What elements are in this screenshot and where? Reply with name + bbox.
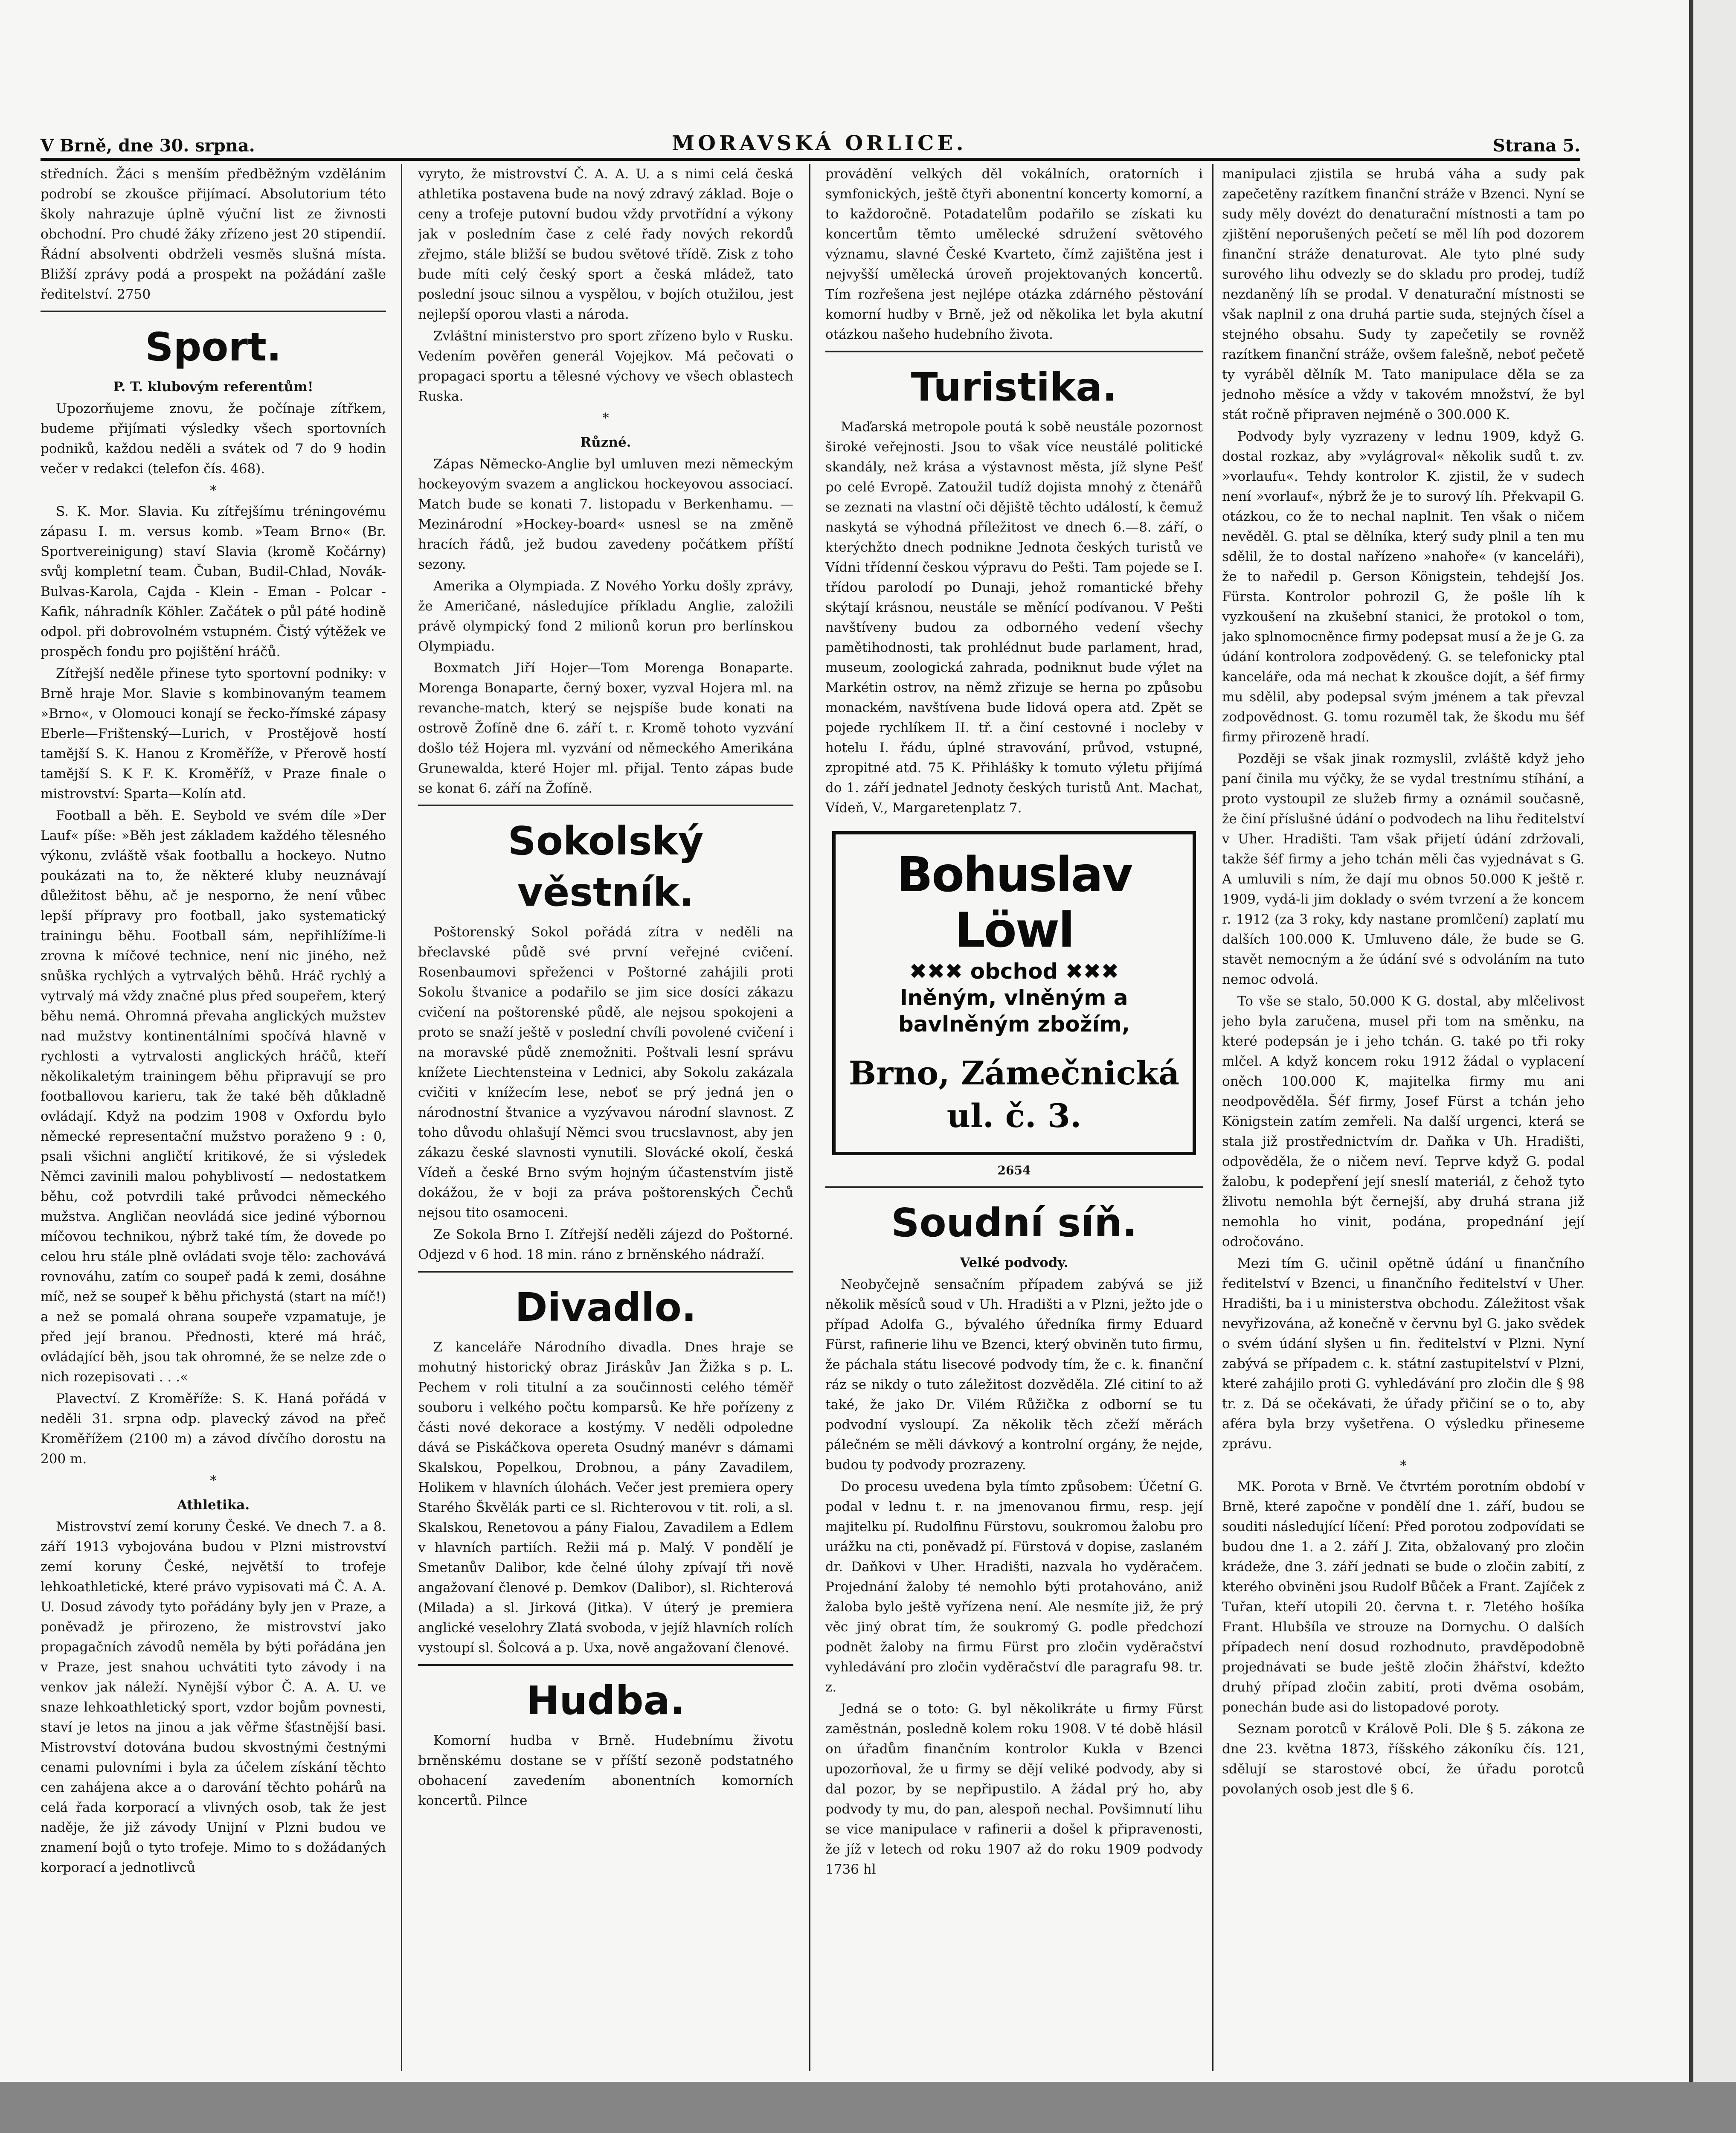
article-paragraph: Mistrovství zemí koruny České. Ve dnech 7. a 8. září 1913 vybojována budou v Plzni mistrovství zemí koruny České, největší to trofeje lehkoathletické, které právo vypisovati má Č. A. A. U. Dosud závody tyto pořádány byly jen v Praze, a poněvadž je přirozeno, že mistrovství jako propagačních závodů neměla by býti pořádána jen v Praze, jest snahou uchvátiti tyto závody i na venkov jak náleží. Nynější výbor Č. A. A. U. ve snaze lehkoathletický sport, vzdor bojům povnesti, staví je letos na jinou a jak věřme šťastnější basi. Mistrovství dotována budou skvostnými čestnými cenami pulovními i byla za účelem získání těchto cen zahájena akce a o darování těchto pohárů na celá řada korporací a vlivných osob, tak že jest naděje, že již závody Unijní v Plzni budou ve znamení bojů o tyto trofeje. Mimo to s dožádaných korporací a jednotlivců <box>41 1519 386 1875</box>
article-paragraph: To vše se stalo, 50.000 K G. dostal, aby mlčelivost jeho byla zaručena, musel při tom na směnku, na které podepsán je i jeho tchán. G. také po tři roky mlčel. A když koncem roku 1912 žádal o vyplacení oněch 100.000 K, majitelka firmy mu ani neodpověděla. Šéf firmy, Josef Fürst a tchán jeho Königstein zatím zemřeli. Na další urgenci, která se stala již prostřednictvím dr. Daňka v Uh. Hradišti, odpověděla, že o ničem neví. Teprve když G. podal žalobu, k podepření její sneslí materiál, z čehož tyto žlivotu nemohla být černejší, aby druhá strana již nemohla ho vinit, podána, propednání její odročováno. <box>1222 994 1585 1250</box>
section-rule <box>418 805 793 806</box>
section-title-turistika: Turistika. <box>911 364 1118 410</box>
article-paragraph: Do procesu uvedena byla tímto způsobem: Účetní G. podal v lednu t. r. na jmenovanou firmu, resp. její majitelku pí. Rudolfinu Fürstovu, soukromou žalobu pro urážku na cti, poněvadž pí. Fürstová v dopise, zaslaném dr. Daňkovi v Uher. Hradišti, nazvala ho vyděračem. Projednání žaloby té nemohlo býti protahováno, aniž žaloba bylo ještě vyřízena není. Ale nesmíte již, že prý věc jiný obrat tím, že soukromý G. podle předchozí podnět žaloby na firmu Fürst pro zločin vyděračství vyhledávání pro zločin vyděračství dle paragrafu 98. tr. z. <box>825 1479 1203 1695</box>
article-paragraph: Plavectví. Z Kroměříže: S. K. Haná pořádá v neděli 31. srpna odp. plavecký závod na přeč Kroměřížem (2100 m) a závod dívčího dorostu na 200 m. <box>41 1391 386 1467</box>
column-2 <box>418 164 793 2075</box>
column-divider <box>1212 164 1213 2071</box>
article-paragraph: Boxmatch Jiří Hojer—Tom Morenga Bonaparte. Morenga Bonaparte, černý boxer, vyzval Hojera ml. na revanche-match, který se nejspíše bude konati na ostrově Žofíně dne 6. září t. r. Kromě tohoto vyzvání došlo též Hojera ml. vyzvání od německého Amerikána Grunewalda, které Hojer ml. přijal. Tento zápas bude se konat 6. září na Žofíně. <box>418 660 793 796</box>
section-title-sokol: Sokolský věstník. <box>508 818 704 915</box>
school-notice: středních. Žáci s menším předběžným vzdělánim podrobí se zkoušce přijímací. Absolutorium této školy nahrazuje úplně výuční list ze živnosti obchodní. Pro chudé žáky zřízeno jest 20 stipendií. Řádní absolventi obdrželi vesměs slušná místa. Bližší zprávy podá a prospekt na požádání zašle ředitelství. 2750 <box>41 166 386 302</box>
subheading: Různé. <box>580 435 631 450</box>
header-rule <box>41 158 1580 161</box>
section-rule <box>41 311 386 312</box>
article-paragraph: Poštorenský Sokol pořádá zítra v neděli na břeclavské půdě své první veřejné cvičení. Rosenbaumovi spřeženci v Poštorné zahájili proti Sokolu štvanice a podařilo se jim sice dosíci zákazu cvičení na poštorenské půdě, ale nejsou spokojeni a proto se snaží ještě v poslední chvíli povolené cvičení i na moravské půdě znemožniti. Poštvali lesní správu knížete Liechtensteina v Lednici, aby Sokolu zakázala cvičiti v knížecím lese, neboť se prý jedná jen o národnostní štvanice a vyzývavou národní slavnost. Z toho důvodu ohlašují Němci svou trucslavnost, aby jen zákazu české slavnosti vynutili. Slovácké okolí, česká Vídeň a české Brno svým hojným účastenstvím jistě dokážou, že v boji za práva poštorenských Čechů nejsou tito osamoceni. <box>418 924 793 1221</box>
column-1 <box>41 164 386 2075</box>
subheading: Athletika. <box>177 1497 250 1513</box>
separator-star: * <box>1400 1458 1407 1473</box>
column-4 <box>1222 164 1585 2075</box>
article-paragraph: Později se však jinak rozmyslil, zvláště když jeho paní činila mu výčky, že se vydal trestnímu stíhání, a proto vystoupil ze služeb firmy a oznámil současně, že činí příslušné údání o podvodech na lihu ředitelství v Uher. Hradišti. Tam však přijetí údání zdržovali, takže šéf firmy a jeho tchán měli čas vyjednávat s G. A umluvili s ním, že dají mu obnos 50.000 K ještě r. 1909, vydá-li jim doklady o svém tvrzení a že koncem r. 1912 (za 3 roky, kdy nastane promlčení) zaplatí mu dalších 100.000 K. Umluveno dále, že bude se G. stavět nemocným a že údání své s odvoláním na tuto nemoc odvolá. <box>1222 751 1585 987</box>
ad-company-name: Bohuslav Löwl <box>896 847 1132 958</box>
article-paragraph: vyryto, že mistrovství Č. A. A. U. a s nimi celá česká athletika postavena bude na nový zdravý základ. Boje o ceny a trofeje putovní budou vždy prvotřídní a výkony jak v posledním čase z celé řady nových rekordů zřejmo, stále bližší se budou světové třídě. Zisk z toho bude míti celý český sport a česká mládež, tato poslední jsouc silnou a vyspělou, v bojích otužilou, jest nejlepší oporou vlasti a národa. <box>418 166 793 322</box>
article-paragraph: Komorní hudba v Brně. Hudebnímu životu brněnskému dostane se v příští sezoně podstatného obohacení zavedením abonentních komorních koncertů. Pilnce <box>418 1733 793 1808</box>
article-paragraph: Upozorňujeme znovu, že počínaje zítřkem, budeme přijímati výsledky všech sportovních podniků, každou neděli a svátek od 7 do 9 hodin večer v redakci (telefon čís. 468). <box>41 401 386 477</box>
separator-star: * <box>210 1473 217 1488</box>
article-paragraph: Jedná se o toto: G. byl několikráte u firmy Fürst zaměstnán, posledně kolem roku 1908. V té době hlásil on úřadům finančním kontrolor Kukla v Bzenci upozorňoval, že u firmy se dějí veliké podvody, aby si dal pozor, by se nepřipustilo. A žádal prý ho, aby podvody ty mu, do pan, alespoň nechal. Povšimnutí lihu se vice manipulace v rafinerii a došel k připravenosti, že jíž v letech od roku 1907 až do roku 1909 podvody 1736 hl <box>825 1701 1203 1877</box>
ad-address: Brno, Zámečnická ul. č. 3. <box>848 1054 1180 1135</box>
ad-line: lněným, vlněným a <box>900 985 1128 1010</box>
article-paragraph: Amerika a Olympiada. Z Nového Yorku došly zprávy, že Američané, následujíce příkladu Anglie, založili právě olympický fond 2 milionů korun pro berlínskou Olympiadu. <box>418 578 793 654</box>
article-paragraph: provádění velkých děl vokálních, oratorních i symfonických, ještě čtyři abonentní koncerty komorní, a to každoročně. Potadatelům podařilo se získati ku koncertům těmto umělecké sdružení světového významu, slavné České Kvarteto, čímž zajištěna jest i nejvyšší umělecká úroveň projektovaných koncertů. Tím rozřešena jest nejlépe otázka zdárného pěstování komorní hudby v Brně, jež od několika let byla akutní otázkou našeho hudebního života. <box>825 166 1203 342</box>
separator-star: * <box>602 410 609 426</box>
scan-edge <box>1689 0 1736 2082</box>
scan-background <box>0 2082 1736 2133</box>
section-title-soudni: Soudní síň. <box>891 1200 1137 1246</box>
article-paragraph: Seznam porotců v Králově Poli. Dle § 5. zákona ze dne 23. května 1873, říšského zákoníku čís. 121, sdělují se starostové obcí, že úřadu porotců povolaných osob jest dle § 6. <box>1222 1721 1585 1797</box>
article-paragraph: Mezi tím G. učinil opětně údání u finančního ředitelství v Bzenci, u finančního ředitelství v Uher. Hradišti, ba i u ministerstva obchodu. Záležitost však nevyřizována, až konečně v červnu byl G. jako svědek o svém údání slyšen u fin. ředitelství v Plzni. Nyní zabývá se případem c. k. státní zastupitelství v Plzni, které zahájilo proti G. vyhledávání pro zločin dle § 98 tr. z. Dá se očekávati, že úřady přičiní se o to, aby aféra byla brzy vyšetřena. O výsledku přineseme zprávu. <box>1222 1256 1585 1452</box>
article-paragraph: Z kanceláře Národního divadla. Dnes hraje se mohutný historický obraz Jiráskův Jan Žižka s p. L. Pechem v roli titulní a za součinnosti celého téměř souboru i velkého počtu komparsů. Ke hře pořízeny z části nové dekorace a kostýmy. V neděli odpoledne dává se Piskáčkova opereta Osudný manévr s dámami Skalskou, Popelkou, Drobnou, a pány Zavadilem, Holikem v hlavních úlohách. Večer jest premiera opery Starého Škvělák parti ce sl. Richterovou v tit. roli, a sl. Skalskou, Renetovou a pány Fialou, Zavadilem a Edlem v hlavních partiích. Režii má p. Malý. V pondělí je Smetanův Dalibor, kde čelné úlohy zpívají tři nově angažovaní členové p. Demkov (Dalibor), sl. Richterová (Milada) a sl. Jirková (Jitka). V úterý je premiera anglické veselohry Zlatá svoboda, v jejíž hlavních rolích vystoupí sl. Šolcová a p. Uxa, nově angažovaní členové. <box>418 1340 793 1656</box>
advertisement <box>832 831 1196 1155</box>
section-title-hudba: Hudba. <box>526 1678 685 1723</box>
article-paragraph: Football a běh. E. Seybold ve svém díle »Der Lauf« píše: »Běh jest základem každého tělesného výkonu, zvláště však footballu a hockeyo. Nutno poukázati na to, že některé kluby neuznávají důležitost běhu, ač je nesporno, že není vůbec lepší přípravy pro football, jako systematický trainingu běhu. Football sám, nepřihlížíme-li zrovna k míčové technice, není nic jiného, než snůška rychlých a vytrvalých běhů. Hráč rychlý a vytrvalý má vždy značné plus před soupeřem, který běhu nemá. Ohromná převaha anglických mužstev nad mužstvy kontinentálními spočívá hlavně v rychlosti a vytrvalosti anglických hráčů, kteří několikaletým trainingem běhu připravují se pro footballovou karieru, tak že také běh důkladně ovládají. Když na podzim 1908 v Oxfordu bylo německé representační mužstvo poraženo 9 : 0, psali všichni angličtí kritikové, že si výsledek Němci zavinili malou pohyblivostí — nedostatkem běhu, což potvrdili také průvodci německého mužstva. Angličan neovládá sice jediné výbornou míčovou technikou, nýbrž také tím, že dovede po celou hru stále plně ovládati svoje tělo: zachovává rovnováhu, zatím co soupeř padá k zemi, dosáhne míč, než se soupeř k běhu přichystá (start na míč!) a než se pomalá ohrana soupeře vzpamatuje, je před její branou. Přednosti, které má hráč, ovládající běh, jsou tak ohromné, že se nelze zde o nich rozepisovati . . .« <box>41 808 386 1385</box>
ad-line: bavlněným zbožím, <box>898 1012 1130 1037</box>
page-number: Strana 5. <box>1492 136 1580 156</box>
article-paragraph: MK. Porota v Brně. Ve čtvrtém porotním období v Brně, které započne v pondělí dne 1. září, budou se souditi následující líčení: Před porotou zodpovídati se budou dne 1. a 2. září J. Zita, obžalovaný pro zločin krádeže, dne 3. září jednati se bude o zločin zabití, z kterého obviněni jsou Rudolf Bůček a Frant. Zajíček z Tuřan, kteří utopili 20. června t. r. 7letého hošíka Frant. Hlubšíla ve strouze na Dornychu. O dalších případech není dosud rozhodnuto, pravděpodobně projednávati se bude ještě zločin žhářství, kdežto druhý případ zločin zabití, proti dvěma osobám, ponechán bude asi do listopadové poroty. <box>1222 1479 1585 1715</box>
column-divider <box>401 164 402 2071</box>
section-title-divadlo: Divadlo. <box>515 1284 697 1330</box>
article-paragraph: manipulaci zjistila se hrubá váha a sudy pak zapečetěny razítkem finanční stráže v Bzenci. Nyní se sudy měly dovézt do denaturační místnosti a tam po zjištění neporušených pečetí se měl líh pod dozorem finanční stráže denaturovat. Ale tyto plné sudy surového lihu odvezly se do skladu pro prodej, tudíž nezdaněný líh se prodal. V denaturační místnosti se však naplnil z ona druhá partie suda, stejných čísel a stejného obsahu. Sudy ty zapečetily se rovněž razítkem finanční stráže, ovšem falešně, neboť pečetě ty vyráběl dělník M. Tato manipulace děla se za jednoho měsíce a vždy v takovém množství, že byl stát ročně připraven nejméně o 300.000 K. <box>1222 166 1585 422</box>
article-paragraph: Maďarská metropole poutá k sobě neustále pozornost široké veřejnosti. Jsou to však více neustálé politické skandály, než krása a výstavnost města, jíž slyne Pešť po celé Evropě. Zatoužil tudíž dojista mnohý z čtenářů se zeznati na vlastní oči dějiště těchto událostí, k čemuž naskytá se výhodná příležitost ve dnech 6.—8. září, o kterýchžto dnech podnikne Jednota českých turistů ve Vídni třídenní českou výpravu do Pešti. Tam pojede se I. třídou parolodí po Dunaji, jehož romantické břehy skýtají krásnou, neustále se měnící podívanou. V Pešti navštíveny budou za odborného vedení všechy pamětihodnosti, tak prohlédnut bude parlament, hrad, museum, zoologická zahrada, podniknut bude výlet na Markétin ostrov, na němž zřizuje se herna po způsobu monackém, navštívena bude lidová opera atd. Zpět se pojede rychlíkem II. tř. a činí cestovné i nocleby v hotelu I. řádu, úplné stravování, průvod, vstupné, zpropitné atd. 75 K. Přihlášky k tomuto výletu přijímá do 1. září jednatel Jednoty českých turistů Ant. Machat, Vídeň, V., Margaretenplatz 7. <box>825 419 1203 816</box>
article-paragraph: Ze Sokola Brno I. Zítřejší neděli zájezd do Poštorné. Odjezd v 6 hod. 18 min. ráno z brněnského nádraží. <box>418 1227 793 1262</box>
article-paragraph: Neobyčejně sensačním případem zabývá se již několik měsíců soud v Uh. Hradišti a v Plzni, ježto jde o případ Adolfa G., bývalého úředníka firmy Eduard Fürst, rafinerie lihu ve Bzenci, který obviněn tuto firmu, že páchala státu lisecové podvody tím, že c. k. finanční ráz se nikdy o tuto záležitost dozvěděla. Zlé citiní to až také, že jako Dr. Vilém Růžička z odborní se tu podvodní vysloupí. Za několik těch zčeží měrách pálečném se měli dávkový a kontrolní orgány, že nejde, budou ty podvody prozrazeny. <box>825 1277 1203 1473</box>
ad-line: ✖✖✖ obchod ✖✖✖ <box>909 959 1119 984</box>
masthead-title: MORAVSKÁ ORLICE. <box>672 131 967 155</box>
article-paragraph: Zvláštní ministerstvo pro sport zřízeno bylo v Rusku. Vedením pověřen generál Vojejkov. Má pečovati o propagaci sportu a tělesné výchovy ve všech oblastech Ruska. <box>418 328 793 404</box>
column-3 <box>825 164 1203 2075</box>
section-title-sport: Sport. <box>145 324 282 370</box>
ad-number: 2654 <box>997 1163 1031 1177</box>
article-paragraph: Podvody byly vyzrazeny v lednu 1909, když G. dostal rozkaz, aby »vylágroval« několik sudů t. zv. »vorlaufu«. Tehdy kontrolor K. zjistil, že v sudech není »vorlauf«, nýbrž že je to surový líh. Překvapil G. otázkou, co že to nechal naplnit. Ten však o ničem nevěděl. G. ptal se dělníka, který sudy plnil a ten mu sdělil, že to dostal nařízeno »nahoře« (v kanceláři), že to naředil p. Gerson Königstein, tehdejší Jos. Fürsta. Kontrolor pohrozil G, že pošle líh k vyzkoušení na zkušební stanici, že protokol o tom, jako splnomocněnce firmy podepsat musí a že je G. za údání kontrolora zodpovědený. G. se telefonicky ptal kanceláře, oda má nechat k zkoušce dojít, a šéf firmy mu sdělil, aby podepsal svým jménem a tak převzal zodpovědnost. G. tomu rozuměl tak, že škodu mu šéf firmy přirozeně hradí. <box>1222 429 1585 745</box>
section-rule <box>418 1271 793 1273</box>
page-header <box>41 128 1580 162</box>
column-divider <box>809 164 810 2071</box>
article-paragraph: Zápas Německo-Anglie byl umluven mezi německým hockeyovým svazem a anglickou hockeyovou associací. Match bude se konati 7. listopadu v Berkenhamu. — Mezinárodní »Hockey-board« usnesl se na změně hracích řádů, jež budou zavedeny počátkem příští sezony. <box>418 456 793 572</box>
subheading: P. T. klubovým referentům! <box>113 379 314 395</box>
article-paragraph: S. K. Mor. Slavia. Ku zítřejšímu tréningovému zápasu I. m. versus komb. »Team Brno« (Br. Sportvereinigung) staví Slavia (kromě Kočárny) svůj kompletní team. Čuban, Budil-Chlad, Novák-Bulvas-Karola, Cajda - Klein - Eman - Polcar - Kafik, náhradník Köhler. Začátek o půl páté hodině odpol. při dobrovolném vstupném. Čistý výtěžek ve prospěch fondu pro pojištění hráčů. <box>41 504 386 660</box>
section-rule <box>825 351 1203 352</box>
section-rule <box>825 1186 1203 1188</box>
subheading: Velké podvody. <box>960 1255 1068 1270</box>
article-paragraph: Zítřejší neděle přinese tyto sportovní podniky: v Brně hraje Mor. Slavie s kombinovaným teamem »Brno«, v Olomouci konají se řecko-římské zápasy Eberle—Frištenský—Lurich, v Prostějově hostí tamější S. K. Hanou z Kroměříže, v Přerově hostí tamější S. K F. K. Kroměříž, v Praze finale o mistrovství: Sparta—Kolín atd. <box>41 666 386 802</box>
separator-star: * <box>210 483 217 498</box>
section-rule <box>418 1664 793 1666</box>
issue-date: V Brně, dne 30. srpna. <box>41 136 255 156</box>
